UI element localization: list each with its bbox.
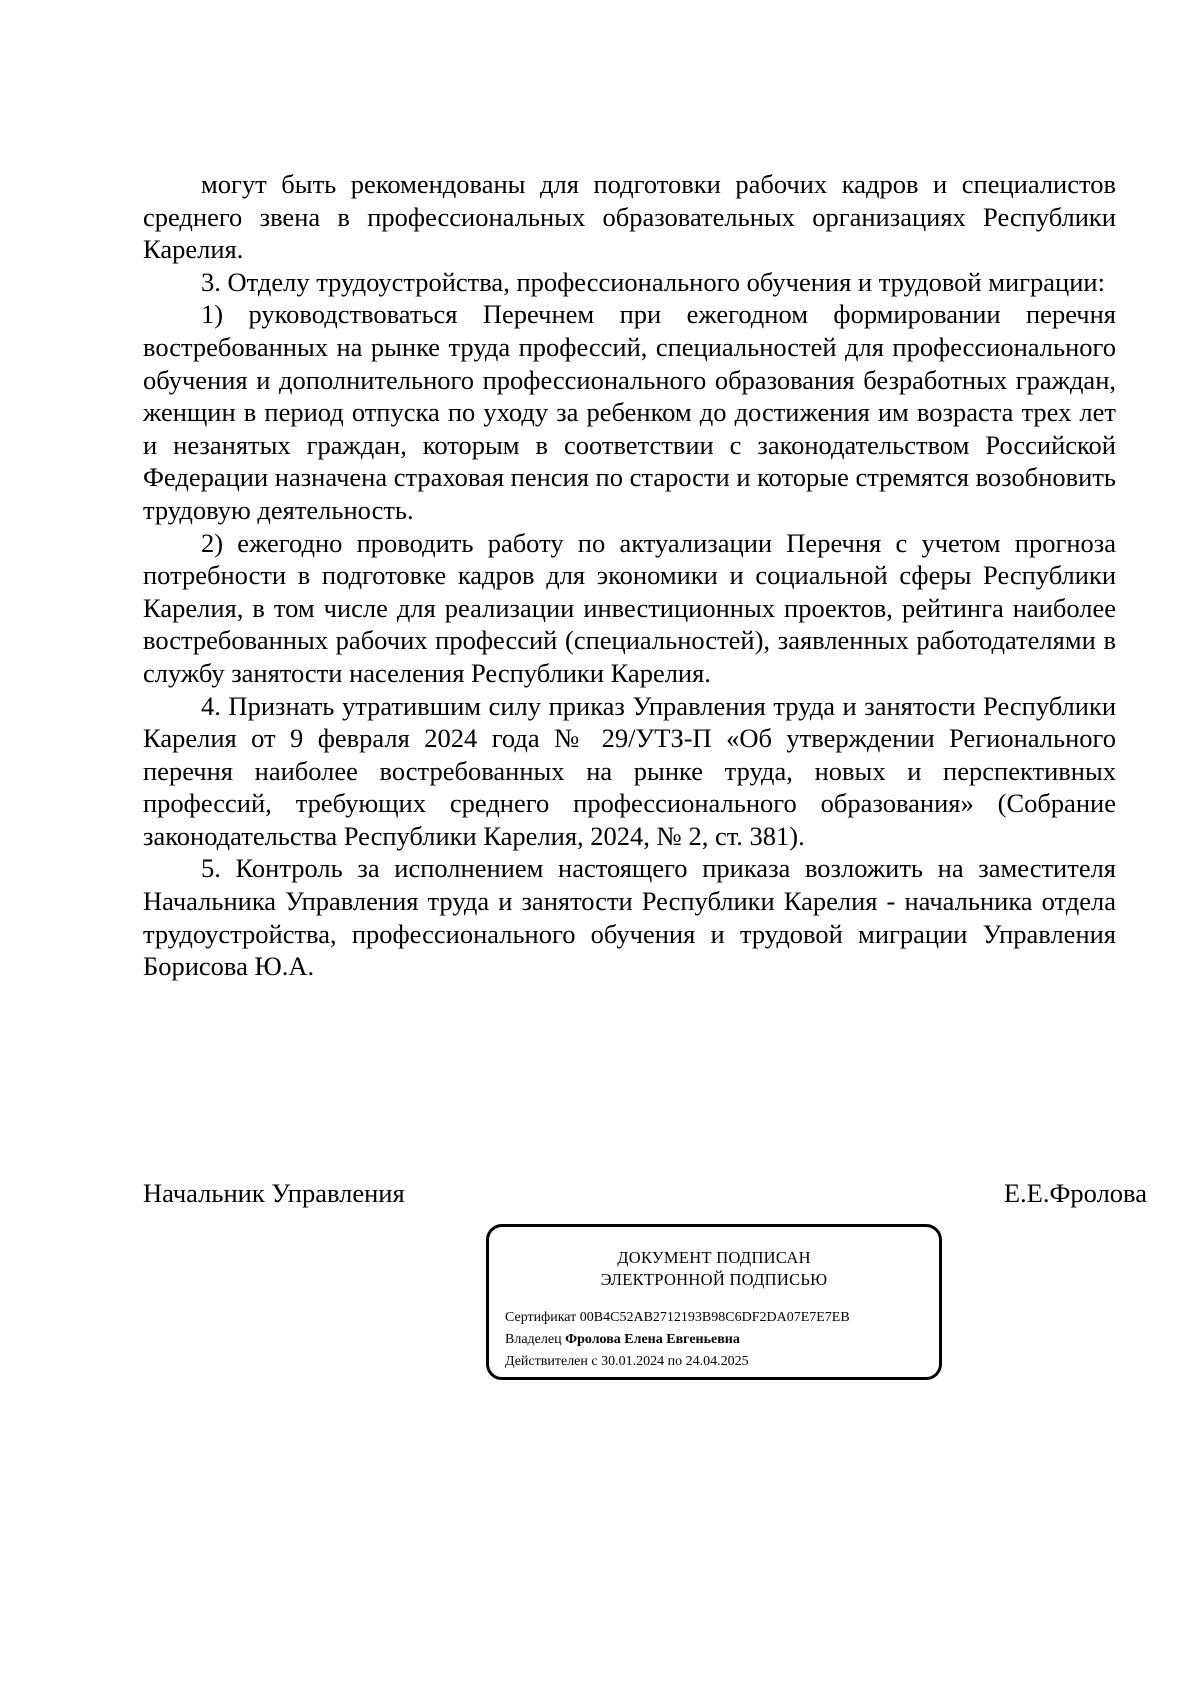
paragraph-item-3-2: 2) ежегодно проводить работу по актуализации Перечня с учетом прогноза потребности в подготовке кадров для экономики и социальной сферы Республики Карелия, в том числе для реализации инвестиционных проектов, рейтинга наиболее востребованных рабочих профессий (специальностей), заявленных работодателями в службу занятости населения Республики Карелия. xyxy=(143,527,1116,688)
stamp-title-line-2: ЭЛЕКТРОННОЙ ПОДПИСЬЮ xyxy=(600,1270,828,1289)
document-body xyxy=(143,168,1116,983)
paragraph-intro: могут быть рекомендованы для подготовки рабочих кадров и специалистов среднего звена в профессиональных образовательных организациях Республики Карелия. xyxy=(143,169,1116,265)
stamp-owner-label: Владелец xyxy=(505,1332,562,1347)
stamp-valid-from-label: с xyxy=(591,1354,598,1369)
stamp-owner-value: Фролова Елена Евгеньевна xyxy=(565,1332,740,1347)
electronic-signature-stamp xyxy=(486,1224,942,1380)
stamp-valid-from: 30.01.2024 xyxy=(601,1354,665,1369)
stamp-certificate xyxy=(505,1309,850,1327)
paragraph-item-3: 3. Отделу трудоустройства, профессионального обучения и трудовой миграции: xyxy=(201,266,1105,297)
stamp-owner xyxy=(505,1331,740,1349)
paragraph-item-3-1: 1) руководствоваться Перечнем при ежегодном формировании перечня востребованных на рынке труда профессий, специальностей для профессионального обучения и дополнительного профессионального образования безработных граждан, женщин в период отпуска по уходу за ребенком до достижения им возраста трех лет и незанятых граждан, которым в соответствии с законодательством Российской Федерации назначена страховая пенсия по старости и которые стремятся возобновить трудовую деятельность. xyxy=(143,299,1117,525)
signatory-position: Начальник Управления xyxy=(143,1178,405,1208)
stamp-valid-label: Действителен xyxy=(505,1354,588,1369)
stamp-title xyxy=(489,1247,939,1291)
stamp-certificate-value: 00B4C52AB2712193B98C6DF2DA07E7E7EB xyxy=(579,1310,850,1325)
stamp-valid-to: 24.04.2025 xyxy=(685,1354,749,1369)
stamp-valid-to-label: по xyxy=(667,1354,683,1369)
stamp-title-line-1: ДОКУМЕНТ ПОДПИСАН xyxy=(617,1248,811,1267)
paragraph-item-5: 5. Контроль за исполнением настоящего приказа возложить на заместителя Начальника Управления труда и занятости Республики Карелия - начальника отдела трудоустройства, профессионального обучения и трудовой миграции Управления Борисова Ю.А. xyxy=(143,853,1116,982)
signatory-name: Е.Е.Фролова xyxy=(1003,1178,1147,1208)
paragraph-item-4: 4. Признать утратившим силу приказ Управления труда и занятости Республики Карелия от 9 февраля 2024 года № 29/УТЗ-П «Об утверждении Регионального перечня наиболее востребованных на рынке труда, новых и перспективных профессий, требующих среднего профессионального образования» (Собрание законодательства Республики Карелия, 2024, № 2, ст. 381). xyxy=(143,690,1116,851)
stamp-validity xyxy=(505,1353,749,1371)
stamp-certificate-label: Сертификат xyxy=(505,1310,577,1325)
